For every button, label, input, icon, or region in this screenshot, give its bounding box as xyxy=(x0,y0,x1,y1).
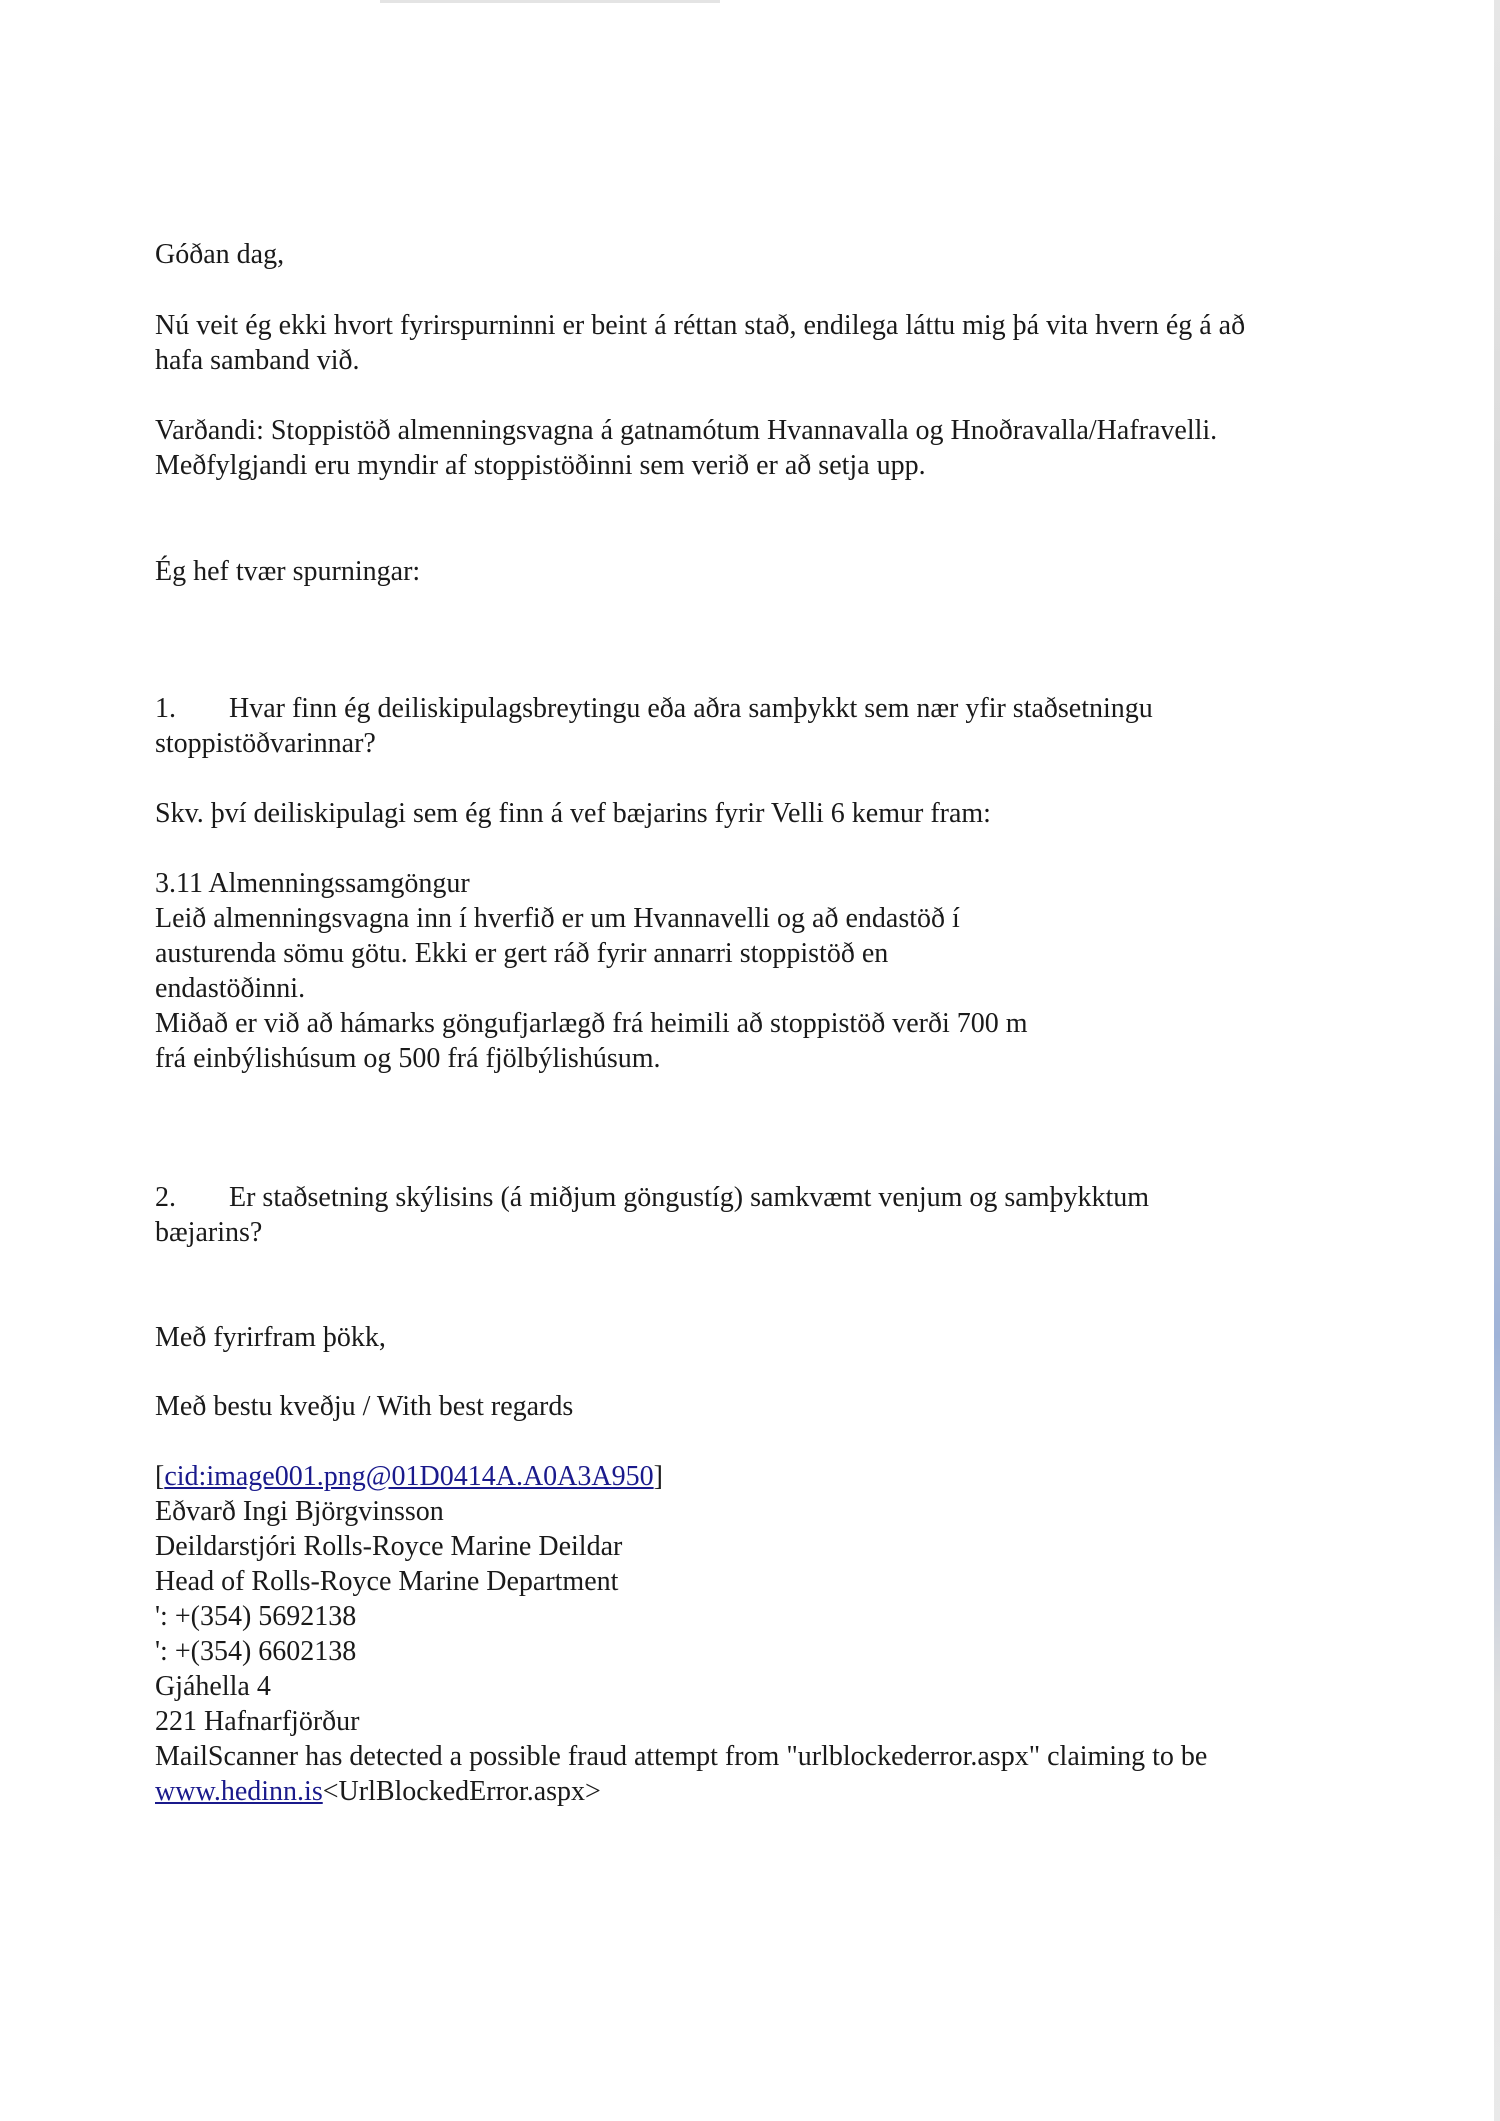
subject-line-2: Meðfylgjandi eru myndir af stoppistöðinni sem verið er að setja upp. xyxy=(155,450,926,481)
signature-phone-1: ': +(354) 5692138 xyxy=(155,1601,357,1632)
quote-line-3: endastöðinni. xyxy=(155,973,306,1004)
question-2-text: Er staðsetning skýlisins (á miðjum göngustíg) samkvæmt venjum og samþykktum xyxy=(229,1182,1150,1213)
mailscanner-line-1: MailScanner has detected a possible fraud attempt from "urlblockederror.aspx" claiming to be xyxy=(155,1741,1208,1772)
signature-title-en: Head of Rolls-Royce Marine Department xyxy=(155,1566,619,1597)
quote-line-4: Miðað er við að hámarks göngufjarlægð frá heimili að stoppistöð verði 700 m xyxy=(155,1008,1028,1039)
question-1-number: 1. xyxy=(155,693,176,724)
hedinn-link[interactable]: www.hedinn.is xyxy=(155,1776,323,1807)
image-ref-close: ] xyxy=(653,1461,663,1492)
question-2-line-2: bæjarins? xyxy=(155,1217,263,1248)
quote-line-5: frá einbýlishúsum og 500 frá fjölbýlishúsum. xyxy=(155,1043,661,1074)
intro-line-2: hafa samband við. xyxy=(155,345,360,376)
quote-line-2: austurenda sömu götu. Ekki er gert ráð fyrir annarri stoppistöð en xyxy=(155,938,889,969)
questions-intro: Ég hef tvær spurningar: xyxy=(155,556,421,587)
mailscanner-tail: <UrlBlockedError.aspx> xyxy=(322,1776,601,1807)
subject-line-1: Varðandi: Stoppistöð almenningsvagna á gatnamótum Hvannavalla og Hnoðravalla/Hafravelli. xyxy=(155,415,1218,446)
scan-edge xyxy=(1494,0,1500,2121)
signature-image-ref xyxy=(155,1460,663,1494)
question-2-number: 2. xyxy=(155,1182,176,1213)
regards-line: Með bestu kveðju / With best regards xyxy=(155,1391,574,1422)
question-1-line-1 xyxy=(155,692,1153,726)
mailscanner-line-2 xyxy=(155,1775,601,1809)
section-heading: 3.11 Almenningssamgöngur xyxy=(155,868,470,899)
question-2-line-1 xyxy=(155,1181,1149,1215)
image-ref-open: [ xyxy=(155,1461,165,1492)
signature-city: 221 Hafnarfjörður xyxy=(155,1706,360,1737)
signature-title-is: Deildarstjóri Rolls-Royce Marine Deildar xyxy=(155,1531,623,1562)
scan-artifact xyxy=(380,0,720,3)
image-ref-link[interactable]: cid:image001.png@01D0414A.A0A3A950 xyxy=(164,1461,654,1492)
thanks-line: Með fyrirfram þökk, xyxy=(155,1322,386,1353)
question-1-line-2: stoppistöðvarinnar? xyxy=(155,728,376,759)
quote-line-1: Leið almenningsvagna inn í hverfið er um Hvannavelli og að endastöð í xyxy=(155,903,960,934)
question-1-text: Hvar finn ég deiliskipulagsbreytingu eða aðra samþykkt sem nær yfir staðsetningu xyxy=(229,693,1153,724)
signature-name: Eðvarð Ingi Björgvinsson xyxy=(155,1496,444,1527)
intro-line-1: Nú veit ég ekki hvort fyrirspurninni er beint á réttan stað, endilega láttu mig þá vita hvern ég á að xyxy=(155,310,1246,341)
signature-phone-2: ': +(354) 6602138 xyxy=(155,1636,357,1667)
greeting: Góðan dag, xyxy=(155,239,285,270)
plan-intro: Skv. því deiliskipulagi sem ég finn á vef bæjarins fyrir Velli 6 kemur fram: xyxy=(155,798,991,829)
signature-street: Gjáhella 4 xyxy=(155,1671,271,1702)
